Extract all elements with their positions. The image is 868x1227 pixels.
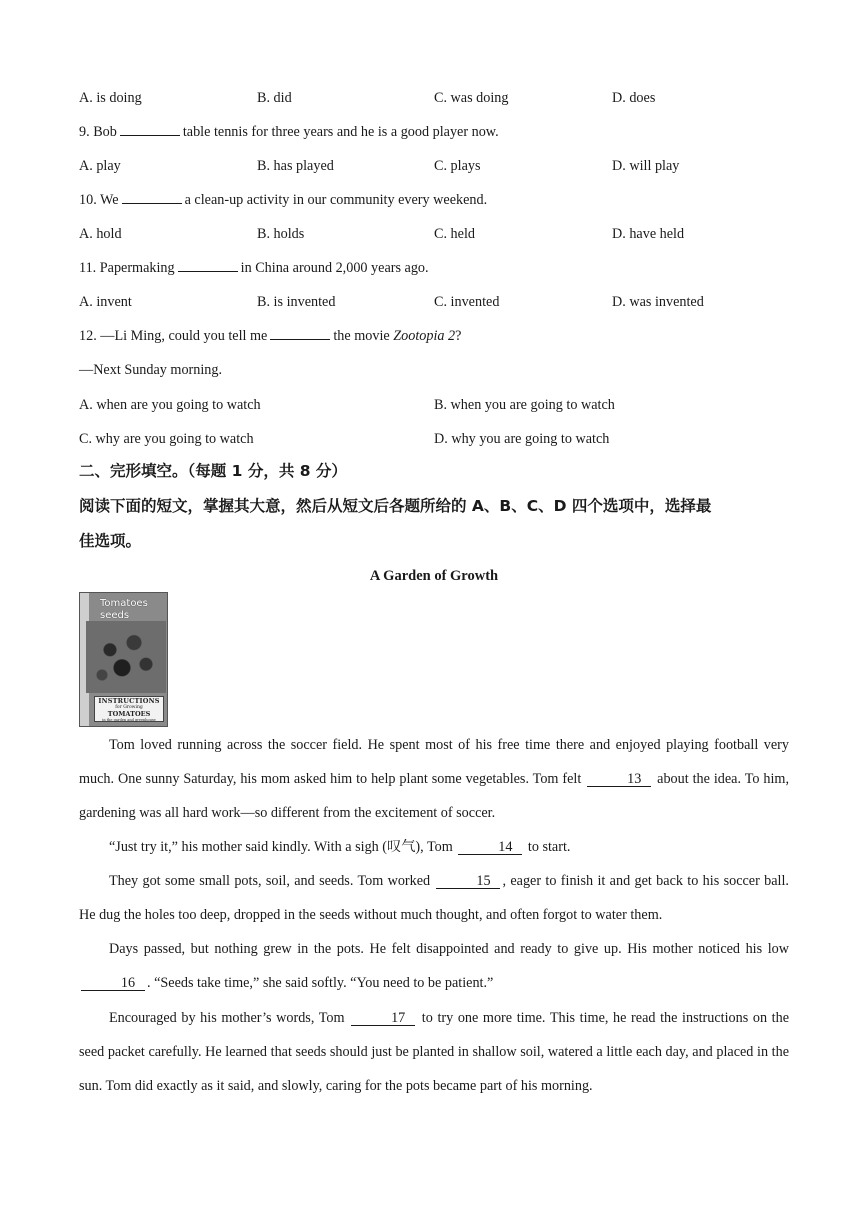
- p1-text-b: about the idea. To him, gardening was all hard work—so different from the excitement of soccer.: [79, 771, 789, 821]
- p2-text-a: “Just try it,” his mother said kindly. With a sigh (叹气), Tom: [109, 839, 453, 855]
- q10-stem: [79, 191, 487, 209]
- q9-option-c: C. plays: [434, 158, 481, 174]
- q10-option-b: B. holds: [257, 226, 305, 242]
- q12-number: 12. —Li Ming, could you tell me: [79, 328, 268, 344]
- q9-option-b: B. has played: [257, 158, 334, 174]
- q12-qmark: ?: [455, 328, 462, 344]
- packet-caption-sub: in the garden and greenhouse: [102, 718, 156, 722]
- q12-option-d: D. why you are going to watch: [434, 431, 610, 447]
- packet-caption-box: [94, 696, 164, 722]
- p3-text-b: , eager to finish it and get back to his soccer ball. He dug the holes too deep, dropped in the seeds without much thought, and often forgot to water them.: [79, 873, 789, 923]
- q8-option-b: B. did: [257, 90, 292, 106]
- q11-blank: [178, 259, 238, 272]
- p5-text-a: Encouraged by his mother’s words, Tom: [109, 1010, 345, 1026]
- q8-option-c: C. was doing: [434, 90, 509, 106]
- q12-text: the movie: [333, 328, 390, 344]
- section-instructions-line2: 佳选项。: [79, 532, 142, 550]
- q12-option-c: C. why are you going to watch: [79, 431, 254, 447]
- packet-caption-for: for Growing: [115, 705, 143, 710]
- blank-15: 15: [436, 874, 500, 889]
- q12-reply: —Next Sunday morning.: [79, 362, 223, 378]
- blank-14: 14: [458, 840, 522, 855]
- q12-movie-title: Zootopia 2: [393, 328, 456, 344]
- q10-option-d: D. have held: [612, 226, 685, 242]
- q11-number: 11. Papermaking: [79, 260, 175, 276]
- passage-paragraph-5: [79, 1001, 789, 1103]
- q8-option-d: D. does: [612, 90, 656, 106]
- q11-option-b: B. is invented: [257, 294, 336, 310]
- blank-17: 17: [351, 1011, 415, 1026]
- q12-stem: [79, 327, 461, 345]
- q12-option-a: A. when are you going to watch: [79, 397, 261, 413]
- passage-paragraph-4: [79, 932, 789, 1000]
- p1-text-a: Tom loved running across the soccer field. He spent most of his free time there and enjoyed playing football very much. One sunny Saturday, his mom asked him to help plant some vegetables. Tom felt: [79, 737, 789, 787]
- q8-option-a: A. is doing: [79, 90, 142, 106]
- q9-stem: [79, 123, 499, 141]
- passage-paragraph-2: [79, 830, 789, 864]
- p3-text-a: They got some small pots, soil, and seeds. Tom worked: [109, 873, 431, 889]
- tomato-plant-photo: [86, 621, 166, 693]
- p5-text-b: to try one more time. This time, he read the instructions on the seed packet carefully. He learned that seeds should just be planted in shallow soil, watered a little each day, and placed in the sun. Tom did exactly as it said, and slowly, caring for the pots became part of his morning.: [79, 1010, 790, 1094]
- p4-text-a: Days passed, but nothing grew in the pots. He felt disappointed and ready to give up. His mother noticed his low: [109, 941, 789, 957]
- packet-caption-tomatoes: TOMATOES: [107, 710, 151, 718]
- section-instructions-line1: 阅读下面的短文，掌握其大意，然后从短文后各题所给的 A、B、C、D 四个选项中，选择最: [79, 497, 712, 515]
- q9-number: 9. Bob: [79, 124, 117, 140]
- section-heading: 二、完形填空。（每题 1 分，共 8 分）: [79, 462, 347, 480]
- q9-text: table tennis for three years and he is a good player now.: [182, 124, 499, 140]
- q10-option-c: C. held: [434, 226, 475, 242]
- passage-title: A Garden of Growth: [369, 568, 499, 584]
- q9-option-a: A. play: [79, 158, 121, 174]
- q10-number: 10. We: [79, 192, 119, 208]
- passage-paragraph-3: [79, 864, 789, 932]
- q9-option-d: D. will play: [612, 158, 680, 174]
- packet-caption-instructions: INSTRUCTIONS: [98, 697, 160, 705]
- q12-option-b: B. when you are going to watch: [434, 397, 615, 413]
- q12-blank: [270, 327, 330, 340]
- p2-text-b: to start.: [527, 839, 571, 855]
- packet-label: Tomatoes seeds: [100, 598, 148, 621]
- q11-option-c: C. invented: [434, 294, 500, 310]
- q10-blank: [122, 191, 182, 204]
- q11-option-a: A. invent: [79, 294, 132, 310]
- passage-paragraph-1: [79, 728, 789, 830]
- blank-16: 16: [81, 976, 145, 991]
- seed-packet-image: [79, 592, 168, 727]
- p4-text-b: . “Seeds take time,” she said softly. “You need to be patient.”: [147, 975, 494, 991]
- q11-text: in China around 2,000 years ago.: [240, 260, 429, 276]
- q10-option-a: A. hold: [79, 226, 122, 242]
- blank-13: 13: [587, 772, 651, 787]
- q11-stem: [79, 259, 429, 277]
- q9-blank: [120, 123, 180, 136]
- q10-text: a clean-up activity in our community every weekend.: [184, 192, 488, 208]
- q11-option-d: D. was invented: [612, 294, 704, 310]
